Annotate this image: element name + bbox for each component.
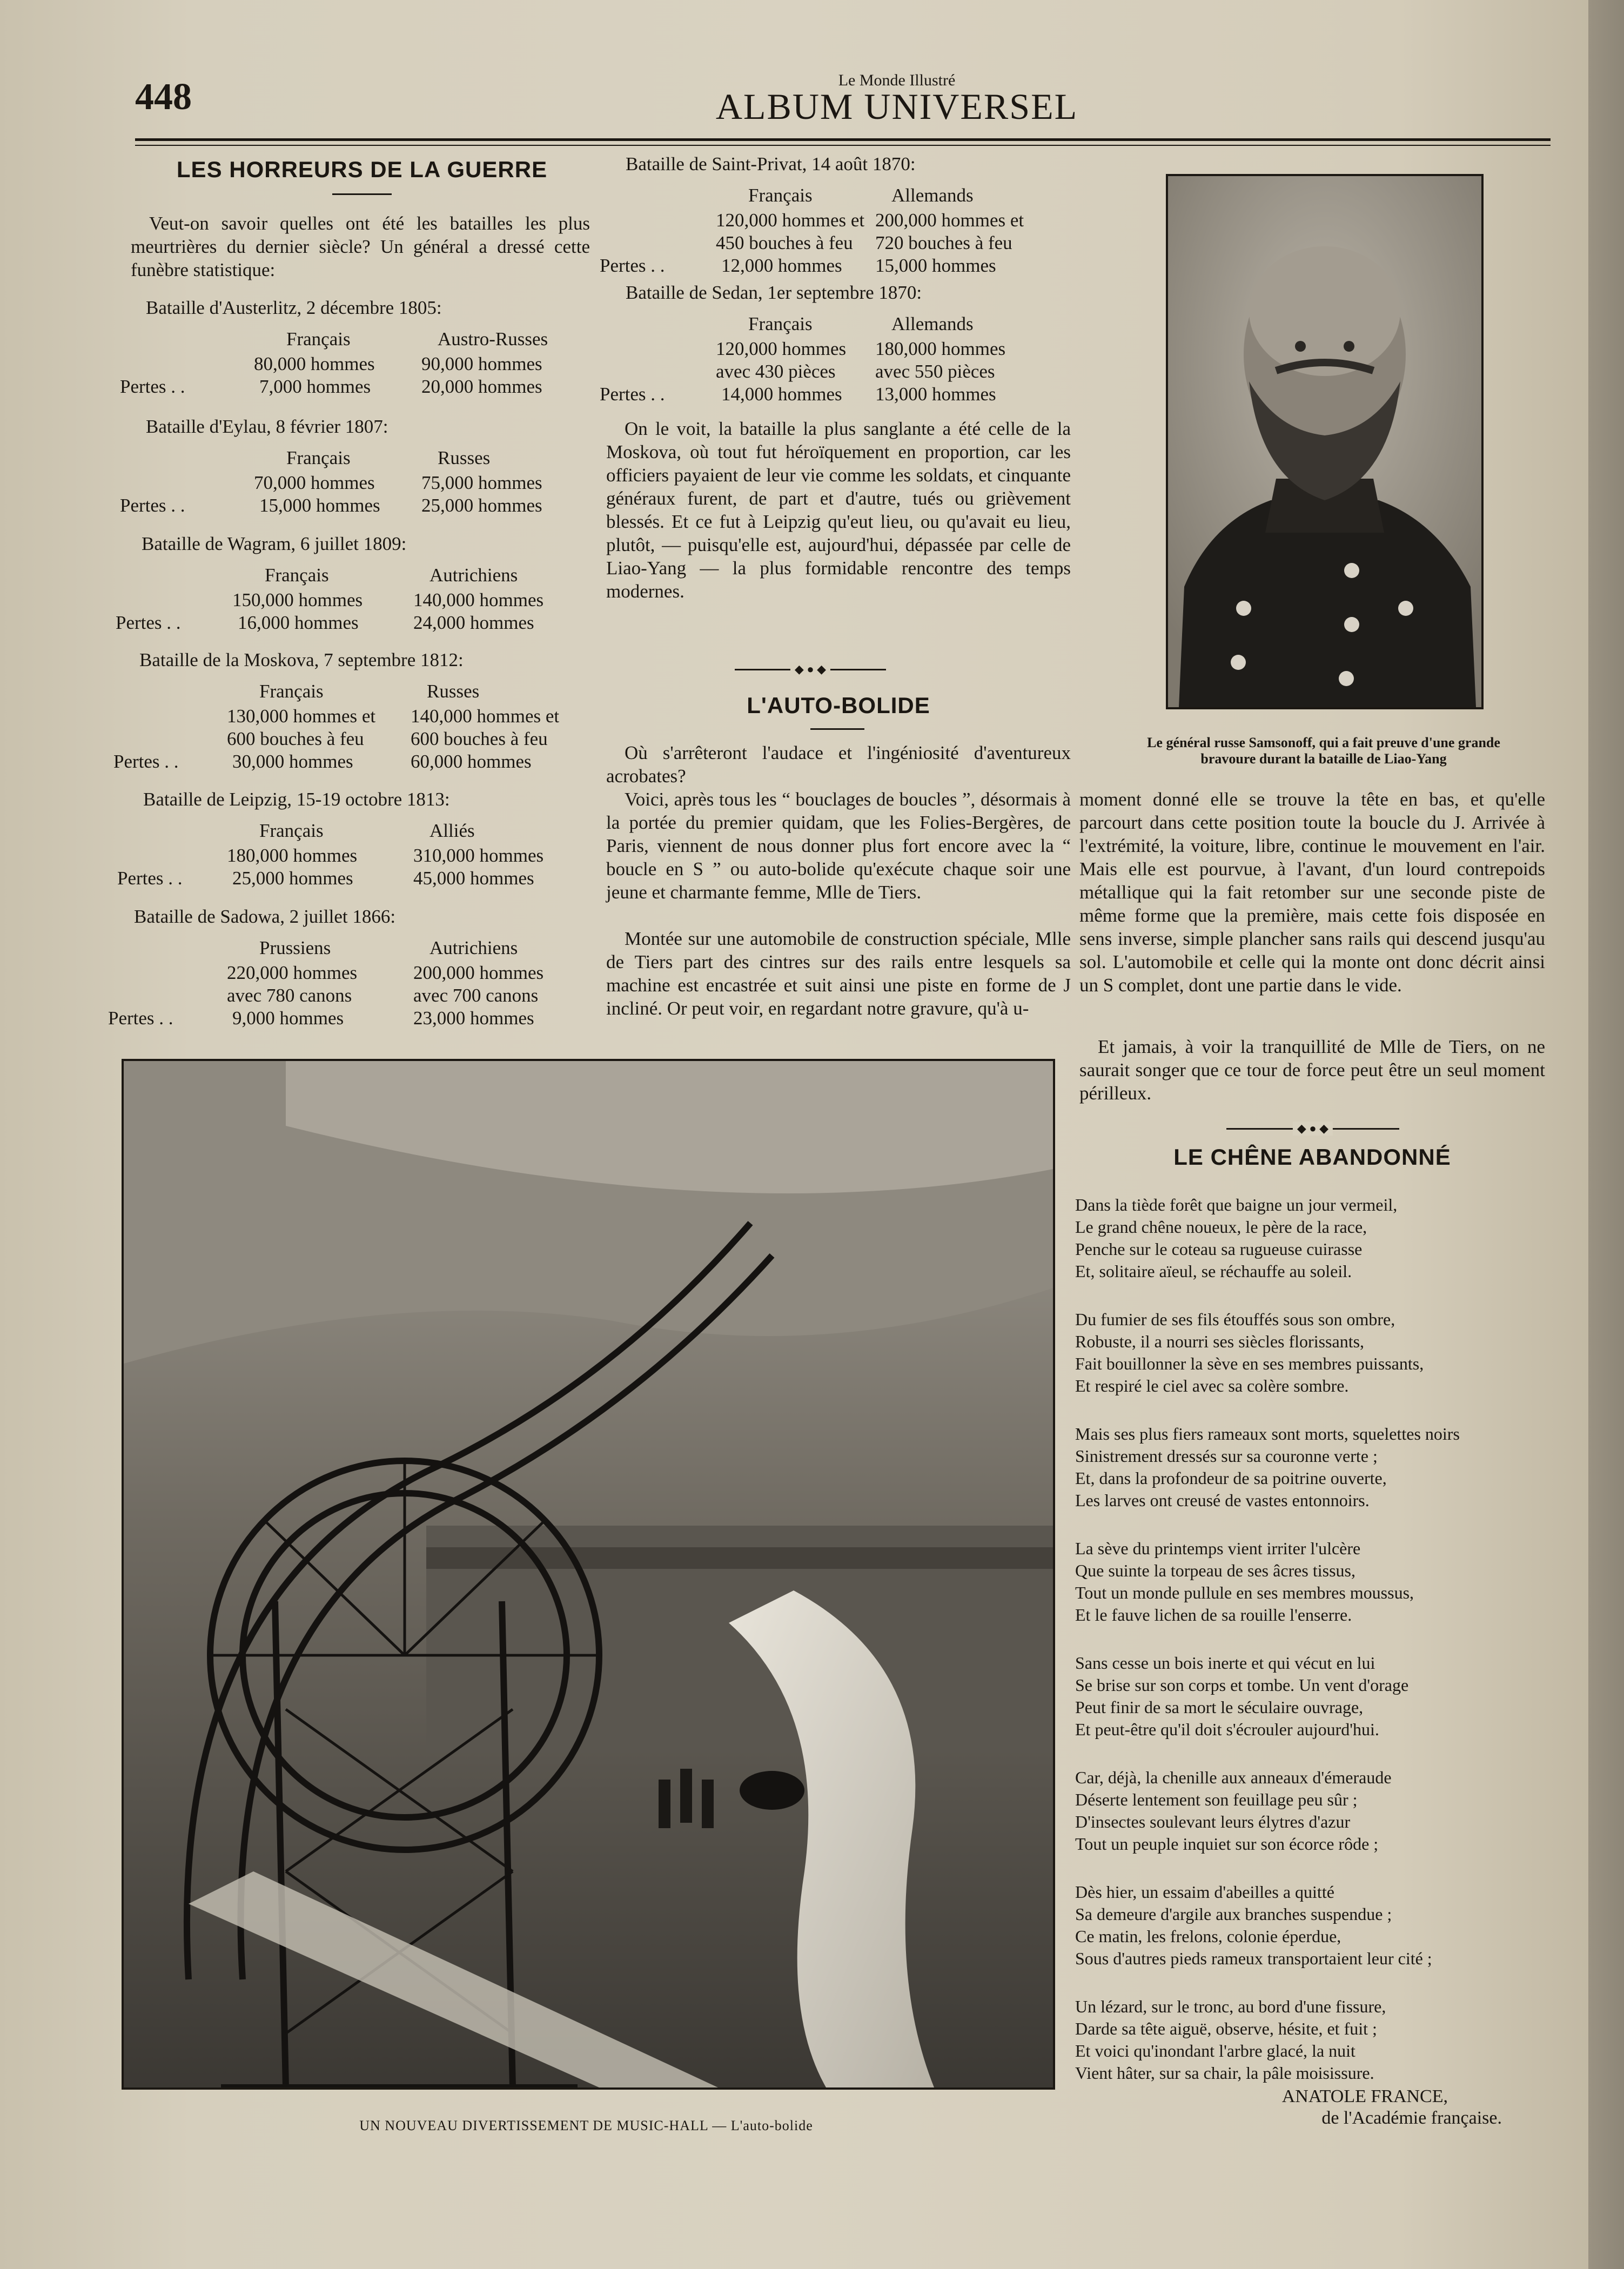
portrait-caption-line-1: Le général russe Samsonoff, qui a fait preuve d'une grande xyxy=(1147,735,1500,750)
battle-side-b: Allemands xyxy=(891,313,974,334)
section-ornament: ◆ ● ◆ xyxy=(1226,1127,1399,1130)
page-number: 448 xyxy=(135,76,192,118)
battle-losses-a: 9,000 hommes xyxy=(232,1008,344,1029)
autobolide-paragraph-2: Voici, après tous les “ bouclages de boucles ”, désormais à la portée du premier quidam, que les Folies-Bergères, de Paris, viennent de nous donner plus fort encore avec la “ boucle en S ” ou auto-bolide qu'exécute chaque soir une jeune et charmante femme, Mlle de Tiers. xyxy=(606,789,1071,903)
poem-line: Dès hier, un essaim d'abeilles a quitté xyxy=(1075,1882,1334,1902)
battle-side-b: Russes xyxy=(438,447,491,468)
poem-line: Sous d'autres pieds rameux transportaient leur cité ; xyxy=(1075,1949,1432,1968)
battle-title: Bataille d'Eylau, 8 février 1807: xyxy=(146,416,388,437)
battle-strength-b-extra: 600 bouches à feu xyxy=(411,728,548,749)
autobolide-paragraph-1: Où s'arrêteront l'audace et l'ingéniosité d'aventureux acrobates? xyxy=(606,742,1071,787)
poem-line: Sinistrement dressés sur sa couronne verte ; xyxy=(1075,1446,1378,1466)
battle-strength-b-extra: avec 550 pièces xyxy=(875,361,995,382)
poem-line: Et peut-être qu'il doit s'écrouler aujourd'hui. xyxy=(1075,1720,1379,1739)
section-ornament: ◆ ● ◆ xyxy=(735,668,886,671)
battle-title: Bataille de Wagram, 6 juillet 1809: xyxy=(142,533,407,554)
battle-losses-b: 15,000 hommes xyxy=(875,255,996,276)
battle-strength-a: 130,000 hommes et xyxy=(227,706,376,727)
battle-strength-a: 70,000 hommes xyxy=(254,472,375,493)
poem-line: Et respiré le ciel avec sa colère sombre. xyxy=(1075,1376,1349,1395)
music-hall-photo xyxy=(122,1059,1055,2090)
poem-line: Sa demeure d'argile aux branches suspendue ; xyxy=(1075,1904,1392,1924)
battle-strength-b-extra: avec 700 canons xyxy=(413,985,539,1006)
poem-line: Et, solitaire aïeul, se réchauffe au soleil. xyxy=(1075,1261,1352,1281)
title-underline xyxy=(332,193,392,195)
battle-strength-a: 150,000 hommes xyxy=(232,589,363,610)
battle-losses-b: 13,000 hommes xyxy=(875,384,996,405)
battle-side-b: Autrichiens xyxy=(430,937,518,958)
poem-author-affiliation: de l'Académie française. xyxy=(1321,2108,1502,2128)
poem-line: Se brise sur son corps et tombe. Un vent d'orage xyxy=(1075,1675,1409,1695)
battle-strength-a-extra: 600 bouches à feu xyxy=(227,728,364,749)
header-rule xyxy=(135,138,1551,141)
poem-line: La sève du printemps vient irriter l'ulcère xyxy=(1075,1539,1361,1558)
battle-title: Bataille de Sedan, 1er septembre 1870: xyxy=(626,282,922,303)
poem-line: Robuste, il a nourri ses siècles florissants, xyxy=(1075,1332,1365,1351)
music-hall-photo-caption: UN NOUVEAU DIVERTISSEMENT DE MUSIC-HALL — L'auto-bolide xyxy=(359,2118,813,2133)
poem-line: Mais ses plus fiers rameaux sont morts, squelettes noirs xyxy=(1075,1424,1460,1444)
poem-line: Car, déjà, la chenille aux anneaux d'émeraude xyxy=(1075,1768,1392,1787)
battle-side-a: Prussiens xyxy=(259,937,331,958)
battle-strength-a: 220,000 hommes xyxy=(227,962,358,983)
battle-losses-a: 16,000 hommes xyxy=(238,612,359,633)
autobolide-paragraph-4: moment donné elle se trouve la tête en bas, et qu'elle parcourt dans cette position toute la boucle du J. Arrivée à l'extrémité, la voiture, libre, continue le mouvement en l'air. Mais elle est pourvue, à l'avant, d'un lourd contrepoids métallique qui la fait retomber sur une seconde piste de même forme que la première, mais cette fois disposée en sens inverse, simple plancher sans rails qui descend jusqu'au sol. L'automobile et celle qui la monte ont donc décrit ainsi un S complet, dont une partie dans le vide. xyxy=(1079,789,1545,996)
battle-side-a: Français xyxy=(286,328,351,350)
poem-line: Sans cesse un bois inerte et qui vécut en lui xyxy=(1075,1653,1375,1673)
battle-strength-b-extra: 720 bouches à feu xyxy=(875,232,1012,253)
battle-title: Bataille d'Austerlitz, 2 décembre 1805: xyxy=(146,297,442,318)
masthead-title: ALBUM UNIVERSEL xyxy=(715,86,1078,127)
battle-side-b: Austro-Russes xyxy=(438,328,548,350)
poem-line: Dans la tiède forêt que baigne un jour vermeil, xyxy=(1075,1195,1398,1214)
poem-line: Le grand chêne noueux, le père de la race, xyxy=(1075,1217,1367,1237)
battle-losses-a: 15,000 hommes xyxy=(259,495,380,516)
battle-losses-label: Pertes . . xyxy=(113,751,179,772)
battle-losses-b: 25,000 hommes xyxy=(421,495,542,516)
poem-line: Darde sa tête aiguë, observe, hésite, et fuit ; xyxy=(1075,2019,1377,2038)
header-rule-thin xyxy=(135,145,1551,146)
battle-side-a: Français xyxy=(259,820,324,841)
battle-losses-a: 30,000 hommes xyxy=(232,751,353,772)
autobolide-title: L'AUTO-BOLIDE xyxy=(747,693,930,718)
poem-line: Penche sur le coteau sa rugueuse cuirasse xyxy=(1075,1239,1363,1259)
battle-strength-b: 140,000 hommes xyxy=(413,589,544,610)
page-edge xyxy=(1588,0,1624,2269)
poem-line: Tout un peuple inquiet sur son écorce rôde ; xyxy=(1075,1834,1379,1854)
battle-title: Bataille de Sadowa, 2 juillet 1866: xyxy=(134,906,396,927)
battle-losses-label: Pertes . . xyxy=(600,384,665,405)
poem-line: D'insectes soulevant leurs élytres d'azur xyxy=(1075,1812,1351,1831)
battle-strength-b: 75,000 hommes xyxy=(421,472,542,493)
battle-losses-b: 24,000 hommes xyxy=(413,612,534,633)
poem-line: Fait bouillonner la sève en ses membres puissants, xyxy=(1075,1354,1424,1373)
battle-losses-label: Pertes . . xyxy=(120,495,185,516)
war-conclusion: On le voit, la bataille la plus sanglante a été celle de la Moskova, où tout fut héroïquement en proportion, car les officiers payaient de leur vie comme les soldats, et cinquante généraux furent, de part et d'autre, tués ou grièvement blessés. Et ce fut à Leipzig qu'eut lieu, ou qu'avait eu lieu, plutôt, — puisqu'elle est, aujourd'hui, dépassée par celle de Liao-Yang — la plus formidable rencontre des temps modernes. xyxy=(606,418,1071,602)
poem-line: Et voici qu'inondant l'arbre glacé, la nuit xyxy=(1075,2041,1355,2060)
battle-strength-b: 140,000 hommes et xyxy=(411,706,560,727)
poem-line: Les larves ont creusé de vastes entonnoirs. xyxy=(1075,1491,1370,1510)
battle-losses-a: 14,000 hommes xyxy=(721,384,842,405)
battle-losses-label: Pertes . . xyxy=(117,868,183,889)
battle-losses-label: Pertes . . xyxy=(120,376,185,397)
poem-line: Et le fauve lichen de sa rouille l'enserre. xyxy=(1075,1605,1352,1624)
battle-losses-a: 25,000 hommes xyxy=(232,868,353,889)
battle-losses-b: 20,000 hommes xyxy=(421,376,542,397)
battle-title: Bataille de Leipzig, 15-19 octobre 1813: xyxy=(143,789,450,810)
battle-strength-b: 200,000 hommes xyxy=(413,962,544,983)
poem-line: Déserte lentement son feuillage peu sûr ; xyxy=(1075,1790,1358,1809)
battle-strength-a-extra: 450 bouches à feu xyxy=(716,232,853,253)
poem-title: LE CHÊNE ABANDONNÉ xyxy=(1173,1144,1451,1170)
poem-line: Un lézard, sur le tronc, au bord d'une fissure, xyxy=(1075,1997,1386,2016)
poem-line: Que suinte la torpeau de ses âcres tissus, xyxy=(1075,1561,1355,1580)
poem-line: Tout un monde pullule en ses membres moussus, xyxy=(1075,1583,1414,1602)
battle-strength-a: 120,000 hommes xyxy=(716,338,847,359)
battle-strength-b: 90,000 hommes xyxy=(421,353,542,374)
battle-side-a: Français xyxy=(286,447,351,468)
battle-strength-b: 310,000 hommes xyxy=(413,845,544,866)
poem-line: Peut finir de sa mort le séculaire ouvrage, xyxy=(1075,1697,1364,1717)
title-underline xyxy=(810,728,864,730)
battle-strength-a: 180,000 hommes xyxy=(227,845,358,866)
battle-losses-b: 45,000 hommes xyxy=(413,868,534,889)
battle-strength-a: 120,000 hommes et xyxy=(716,210,865,231)
war-intro: Veut-on savoir quelles ont été les batailles les plus meurtrières du dernier siècle? Un général a dressé cette funèbre statistique: xyxy=(131,213,590,280)
war-article-title: LES HORREURS DE LA GUERRE xyxy=(176,157,548,182)
portrait-photo xyxy=(1166,174,1484,709)
battle-strength-a: 80,000 hommes xyxy=(254,353,375,374)
battle-side-a: Français xyxy=(259,681,324,702)
battle-title: Bataille de Saint-Privat, 14 août 1870: xyxy=(626,153,916,174)
poem-line: Ce matin, les frelons, colonie éperdue, xyxy=(1075,1926,1341,1946)
autobolide-paragraph-3: Montée sur une automobile de construction spéciale, Mlle de Tiers part des cintres sur des rails entre lesquels sa machine est encastrée et suit ainsi une piste en forme de J incliné. Or peut voir, en regardant notre gravure, qu'à u- xyxy=(606,928,1071,1019)
battle-side-b: Russes xyxy=(427,681,480,702)
battle-side-a: Français xyxy=(748,313,813,334)
battle-strength-b: 180,000 hommes xyxy=(875,338,1006,359)
masthead-subtitle: Le Monde Illustré xyxy=(838,71,956,89)
poem-line: Vient hâter, sur sa chair, la pâle moisissure. xyxy=(1075,2063,1374,2083)
battle-side-a: Français xyxy=(265,565,329,586)
battle-losses-label: Pertes . . xyxy=(116,612,181,633)
battle-losses-a: 12,000 hommes xyxy=(721,255,842,276)
battle-side-b: Autrichiens xyxy=(430,565,518,586)
battle-losses-b: 60,000 hommes xyxy=(411,751,532,772)
battle-side-a: Français xyxy=(748,185,813,206)
battle-losses-label: Pertes . . xyxy=(600,255,665,276)
battle-losses-b: 23,000 hommes xyxy=(413,1008,534,1029)
battle-losses-a: 7,000 hommes xyxy=(259,376,371,397)
poem-line: Du fumier de ses fils étouffés sous son ombre, xyxy=(1075,1310,1395,1329)
poem-author: ANATOLE FRANCE, xyxy=(1281,2086,1448,2106)
portrait-caption-line-2: bravoure durant la bataille de Liao-Yang xyxy=(1200,751,1447,767)
poem-line: Et, dans la profondeur de sa poitrine ouverte, xyxy=(1075,1468,1387,1488)
battle-strength-a-extra: avec 780 canons xyxy=(227,985,352,1006)
autobolide-paragraph-5: Et jamais, à voir la tranquillité de Mlle de Tiers, on ne saurait songer que ce tour de force peut être un seul moment périlleux. xyxy=(1079,1036,1545,1104)
battle-strength-a-extra: avec 430 pièces xyxy=(716,361,836,382)
battle-side-b: Alliés xyxy=(430,820,475,841)
battle-losses-label: Pertes . . xyxy=(108,1008,173,1029)
battle-side-b: Allemands xyxy=(891,185,974,206)
battle-title: Bataille de la Moskova, 7 septembre 1812: xyxy=(139,649,464,670)
battle-strength-b: 200,000 hommes et xyxy=(875,210,1024,231)
